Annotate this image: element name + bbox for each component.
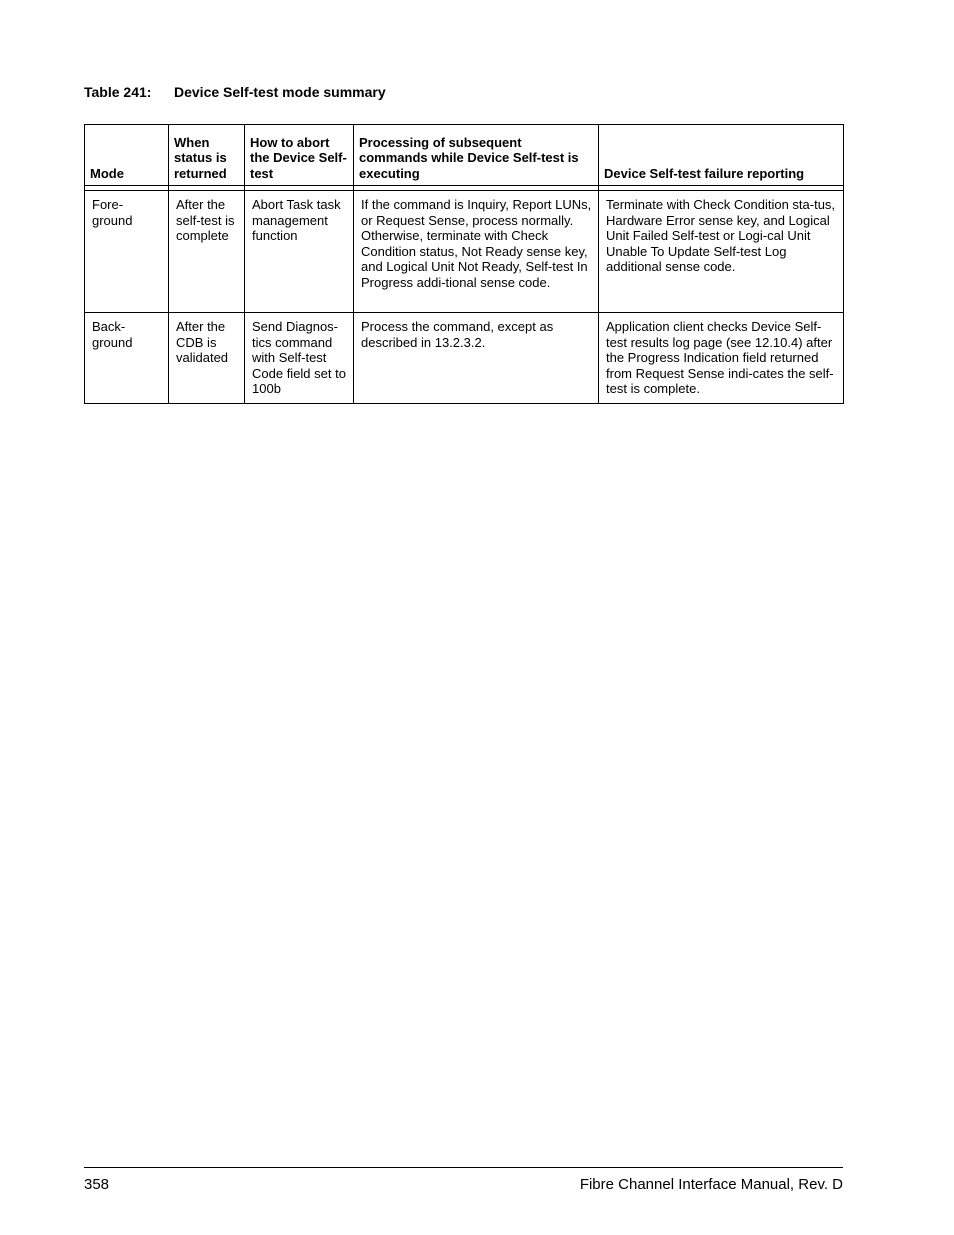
cell-failure-reporting: Application client checks Device Self-test results log page (see 12.10.4) after the Progress Indication field returned from Request Sense indi-cates the self-test is complete. [599, 313, 844, 404]
document-title: Fibre Channel Interface Manual, Rev. D [579, 1176, 843, 1193]
page-number: 358 [84, 1176, 110, 1193]
table-title: Device Self-test mode summary [174, 84, 386, 100]
table-row [85, 191, 844, 313]
cell-mode: Fore-ground [85, 191, 169, 313]
column-header-how-to-abort: How to abort the Device Self-test [245, 125, 354, 186]
column-header-when-status-returned: When status is returned [169, 125, 245, 186]
column-header-mode: Mode [85, 125, 169, 186]
cell-how-to-abort: Send Diagnos-tics command with Self-test Code field set to 100b [245, 313, 354, 404]
cell-failure-reporting: Terminate with Check Condition sta-tus, Hardware Error sense key, and Logical Unit Failed Self-test or Logi-cal Unit Unable To Update Self-test Log additional sense code. [599, 191, 844, 313]
footer-divider [84, 1167, 843, 1168]
self-test-summary-table [84, 124, 844, 404]
cell-when-status-returned: After the self-test is complete [169, 191, 245, 313]
cell-processing: Process the command, except as described in 13.2.3.2. [354, 313, 599, 404]
table-row [85, 313, 844, 404]
cell-when-status-returned: After the CDB is validated [169, 313, 245, 404]
table-caption [84, 84, 386, 100]
cell-processing: If the command is Inquiry, Report LUNs, or Request Sense, process normally. Otherwise, terminate with Check Condition status, Not Ready sense key, and Logical Unit Not Ready, Self-test In Progress addi-tional sense code. [354, 191, 599, 313]
column-header-failure-reporting: Device Self-test failure reporting [599, 125, 844, 186]
cell-how-to-abort: Abort Task task management function [245, 191, 354, 313]
table-label: Table 241: [84, 84, 152, 100]
table-header-row [85, 125, 844, 186]
cell-mode: Back-ground [85, 313, 169, 404]
column-header-processing: Processing of subsequent commands while Device Self-test is executing [354, 125, 599, 186]
